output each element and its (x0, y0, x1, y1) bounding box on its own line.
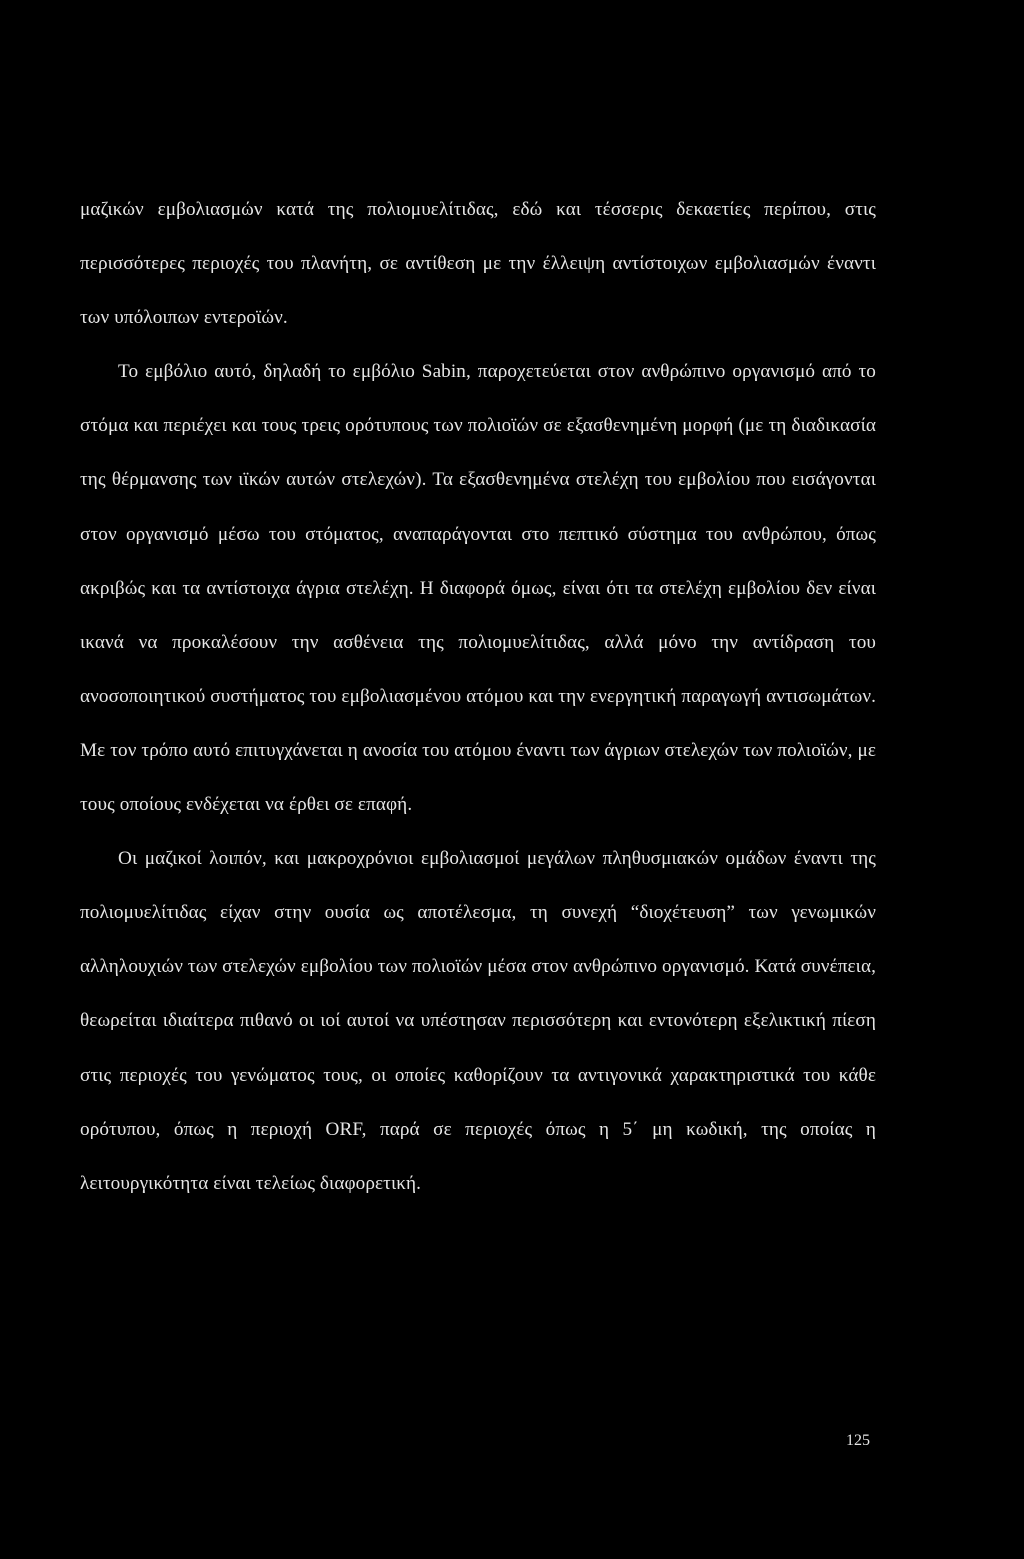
paragraph-3: Οι μαζικοί λοιπόν, και μακροχρόνιοι εμβολιασμοί μεγάλων πληθυσμιακών ομάδων έναντι της πολιομυελίτιδας είχαν στην ουσία ως αποτέλεσμα, τη συνεχή “διοχέτευση” των γενωμικών αλληλουχιών των στελεχών εμβολίου των πολιοϊών μέσα στον ανθρώπινο οργανισμό. Κατά συνέπεια, θεωρείται ιδιαίτερα πιθανό οι ιοί αυτοί να υπέστησαν περισσότερη και εντονότερη εξελικτική πίεση στις περιοχές του γενώματος τους, οι οποίες καθορίζουν τα αντιγονικά χαρακτηριστικά του κάθε ορότυπου, όπως η περιοχή ORF, παρά σε περιοχές όπως η 5΄ μη κωδική, της οποίας η λειτουργικότητα είναι τελείως διαφορετική. (80, 848, 876, 1194)
paragraph-2: Το εμβόλιο αυτό, δηλαδή το εμβόλιο Sabin, παροχετεύεται στον ανθρώπινο οργανισμό από το στόμα και περιέχει και τους τρεις ορότυπους των πολιοϊών σε εξασθενημένη μορφή (με τη διαδικασία της θέρμανσης των ιϊκών αυτών στελεχών). Τα εξασθενημένα στελέχη του εμβολίου που εισάγονται στον οργανισμό μέσω του στόματος, αναπαράγονται στο πεπτικό σύστημα του ανθρώπου, όπως ακριβώς και τα αντίστοιχα άγρια στελέχη. Η διαφορά όμως, είναι ότι τα στελέχη εμβολίου δεν είναι ικανά να προκαλέσουν την ασθένεια της πολιομυελίτιδας, αλλά μόνο την αντίδραση του ανοσοποιητικού συστήματος του εμβολιασμένου ατόμου και την ενεργητική παραγωγή αντισωμάτων. Με τον τρόπο αυτό επιτυγχάνεται η ανοσία του ατόμου έναντι των άγριων στελεχών των πολιοϊών, με τους οποίους ενδέχεται να έρθει σε επαφή. (80, 361, 876, 816)
document-body (80, 183, 876, 1211)
page-number: 125 (846, 1432, 870, 1449)
paragraph-1: μαζικών εμβολιασμών κατά της πολιομυελίτιδας, εδώ και τέσσερις δεκαετίες περίπου, στις περισσότερες περιοχές του πλανήτη, σε αντίθεση με την έλλειψη αντίστοιχων εμβολιασμών έναντι των υπόλοιπων εντεροϊών. (80, 199, 876, 329)
